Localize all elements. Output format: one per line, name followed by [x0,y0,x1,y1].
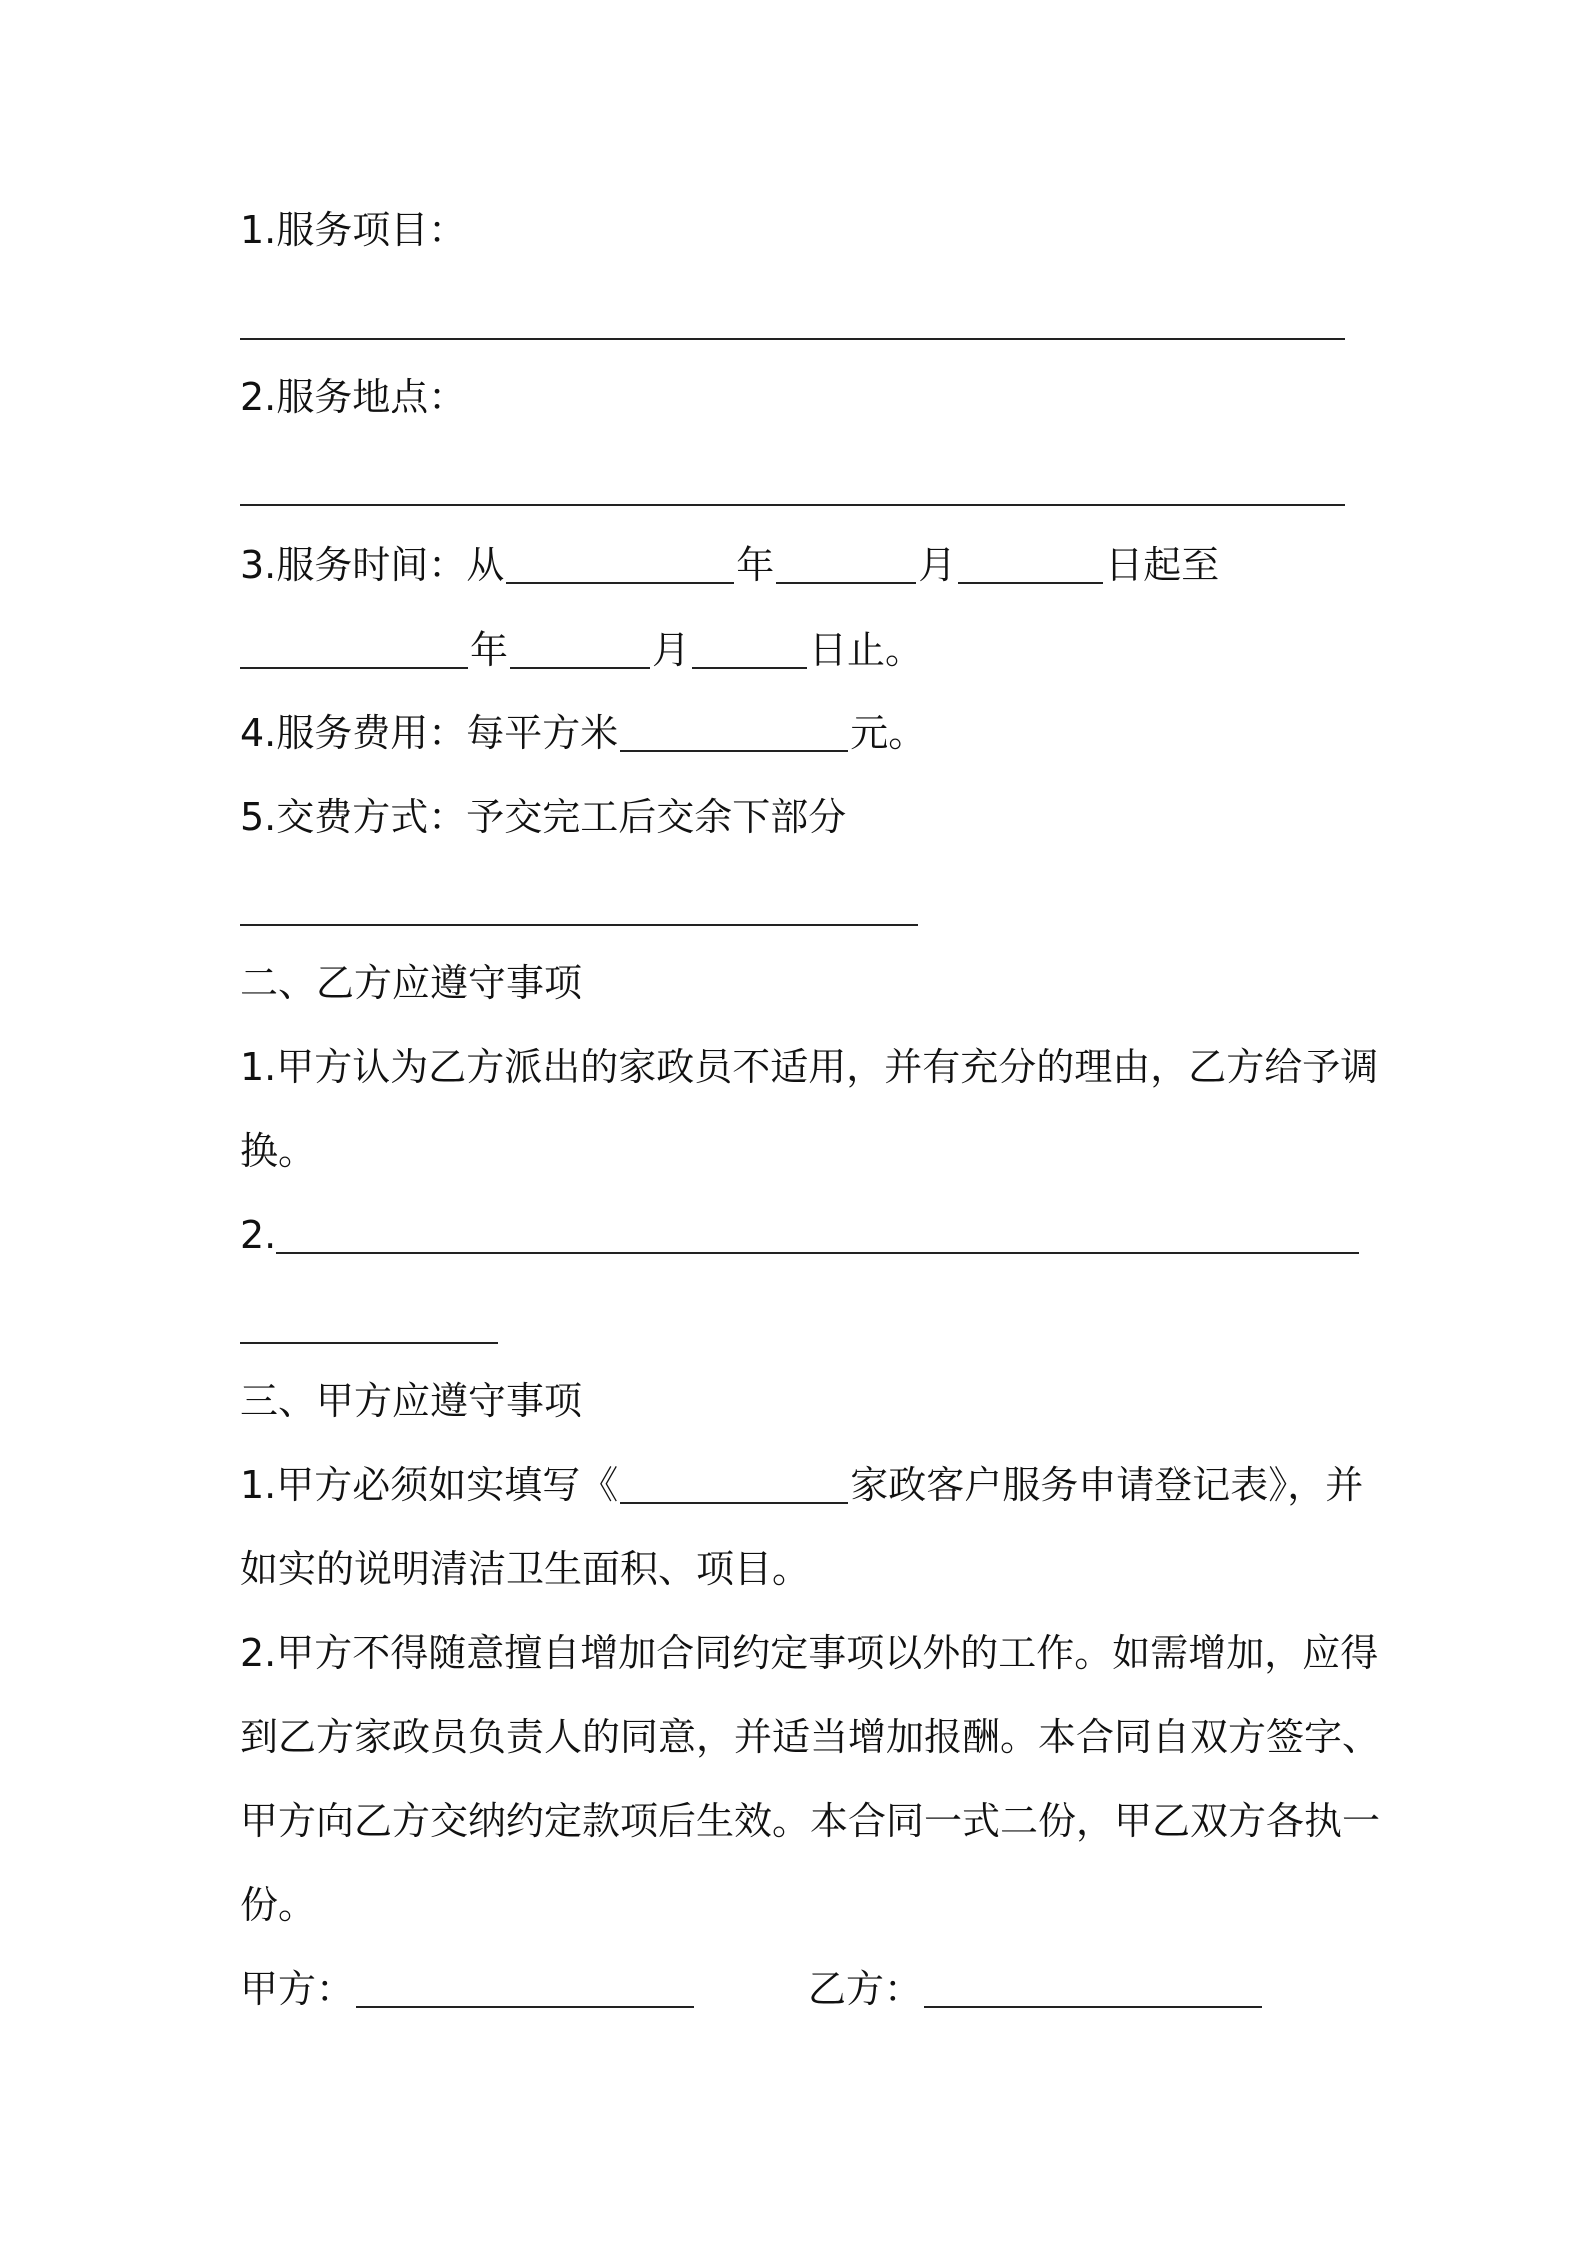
start-year-unit: 年 [736,543,775,587]
section-2-clause-1-line-2: 换。 [240,1129,317,1173]
start-month-blank [776,582,916,584]
section-3-clause-1-line-2: 如实的说明清洁卫生面积、项目。 [240,1547,811,1591]
service-fee-line [240,708,926,758]
party-b-label: 乙方： [808,1967,923,2011]
form-name-blank [620,1502,848,1504]
section-3-clause-1-suffix: 家政客户服务申请登记表》，并 [850,1463,1364,1507]
section-2-clause-1-line-1: 1.甲方认为乙方派出的家政员不适用，并有充分的理由，乙方给予调 [240,1045,1379,1089]
end-month-blank [510,667,650,669]
section-3-heading: 三、甲方应遵守事项 [240,1379,583,1423]
fee-amount-blank [620,750,848,752]
end-year-unit: 年 [470,628,509,672]
section-2-clause-2-blank-continued [240,1342,498,1344]
party-a-signature-blank [356,2006,694,2008]
end-year-blank [240,667,468,669]
service-fee-prefix: 4.服务费用：每平方米 [240,711,619,755]
section-3-clause-2-line-1: 2.甲方不得随意擅自增加合同约定事项以外的工作。如需增加，应得 [240,1631,1379,1675]
party-b-signature [808,1964,1264,2014]
section-3-clause-2-line-2: 到乙方家政员负责人的同意，并适当增加报酬。本合同自双方签字、 [240,1715,1381,1759]
fee-unit: 元。 [850,711,927,755]
section-3-clause-1-prefix: 1.甲方必须如实填写《 [240,1463,619,1507]
service-location-blank [240,504,1345,506]
party-b-signature-blank [924,2006,1262,2008]
service-time-prefix: 3.服务时间：从 [240,543,505,587]
service-time-line-2 [240,625,923,675]
end-month-unit: 月 [652,628,691,672]
section-2-clause-2-line [240,1210,1361,1260]
service-item-label: 1.服务项目： [240,208,467,252]
end-day-blank [692,667,807,669]
service-item-blank [240,338,1345,340]
payment-method-blank [240,924,918,926]
start-day-blank [958,582,1103,584]
end-day-unit: 日止。 [809,628,924,672]
section-3-clause-2-line-4: 份。 [240,1883,317,1927]
start-month-unit: 月 [918,543,957,587]
section-2-clause-2-blank [276,1252,1359,1254]
start-day-unit: 日起至 [1105,543,1220,587]
party-a-signature [240,1964,696,2014]
section-2-heading: 二、乙方应遵守事项 [240,961,583,1005]
start-year-blank [506,582,734,584]
party-a-label: 甲方： [240,1967,355,2011]
payment-method-label: 5.交费方式：予交完工后交余下部分 [240,795,847,839]
service-location-label: 2.服务地点： [240,375,467,419]
section-3-clause-2-line-3: 甲方向乙方交纳约定款项后生效。本合同一式二份，甲乙双方各执一 [240,1799,1381,1843]
section-3-clause-1-line-1 [240,1460,1363,1510]
section-2-clause-2-prefix: 2. [240,1213,277,1257]
service-time-line-1 [240,540,1219,590]
